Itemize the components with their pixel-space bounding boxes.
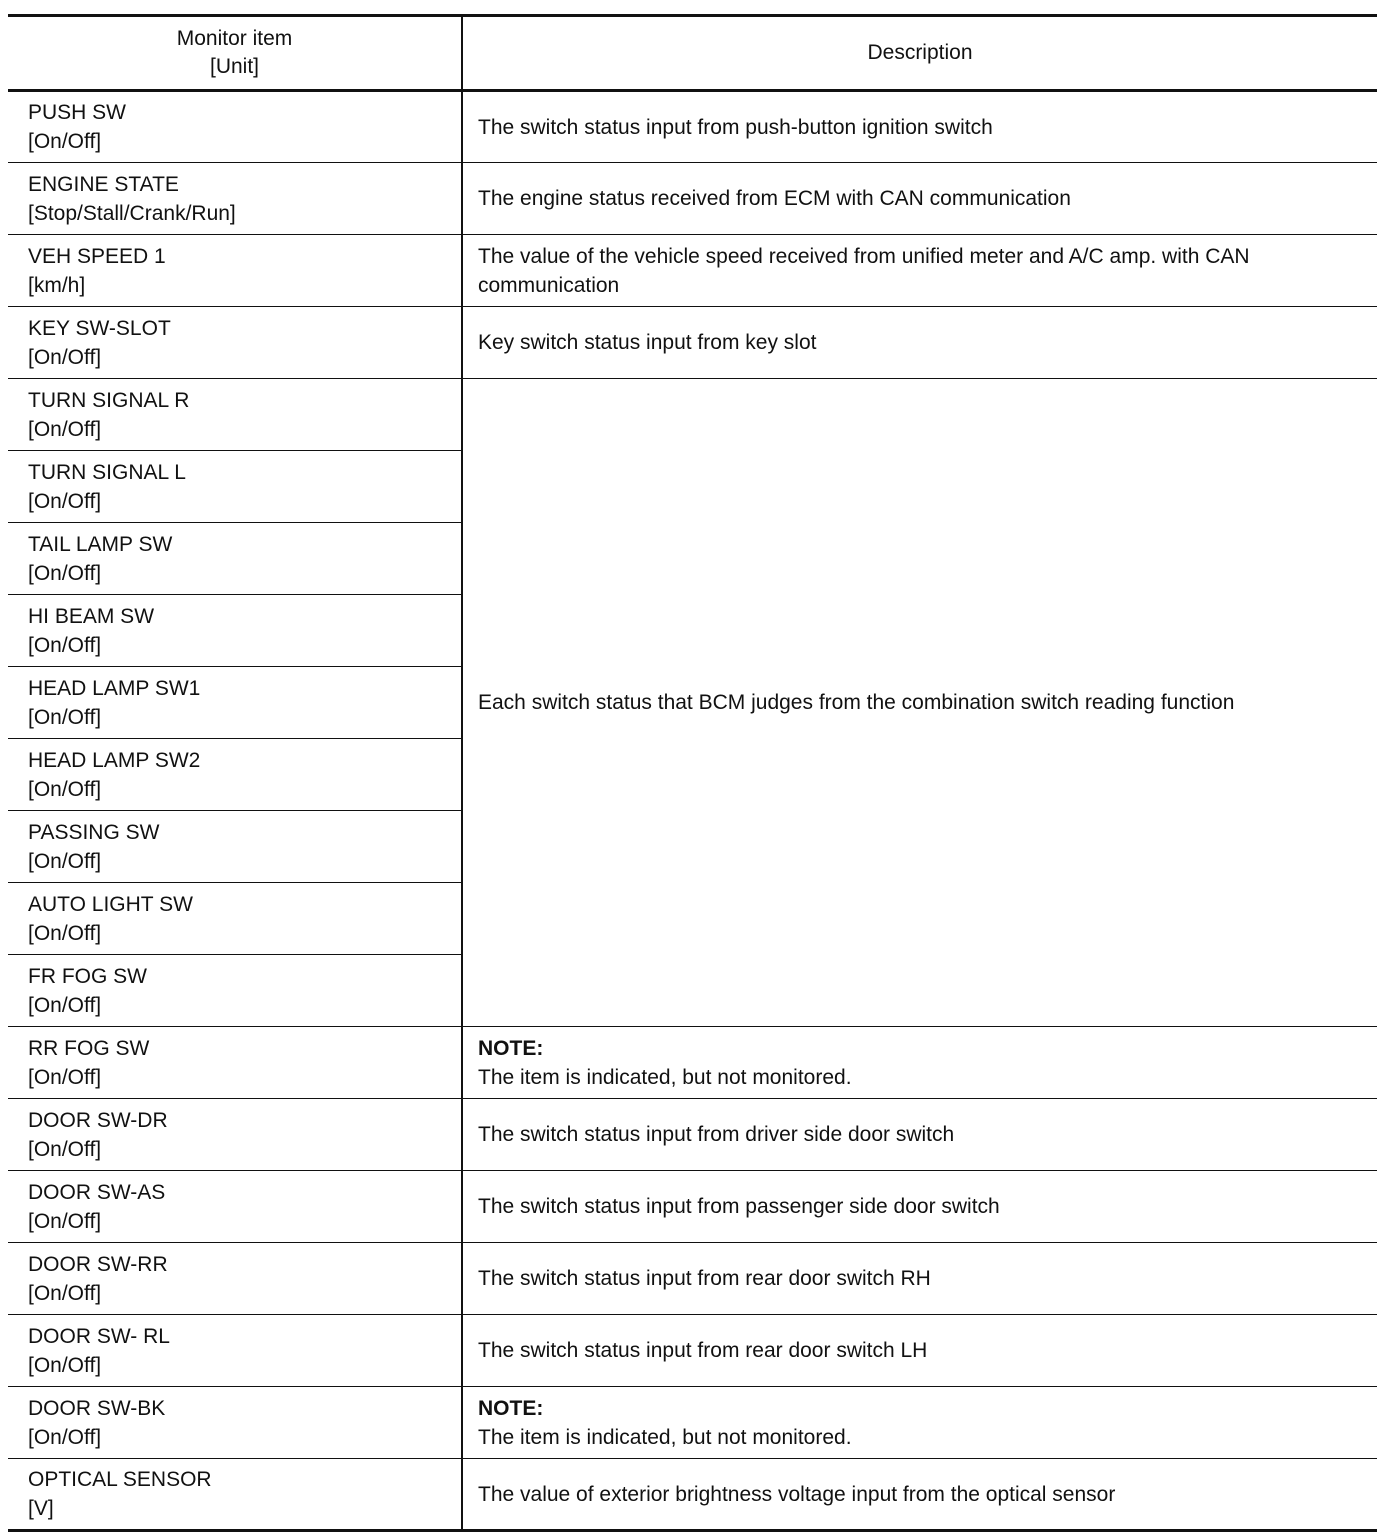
table-row (8, 1099, 1377, 1171)
monitor-item-cell (8, 1099, 462, 1171)
header-unit-label: [Unit] (209, 55, 259, 78)
item-unit: [On/Off] (28, 417, 102, 441)
description-cell (462, 1171, 1377, 1243)
description-text: Each switch status that BCM judges from the combination switch reading function (478, 691, 1235, 714)
description-cell (462, 1387, 1377, 1459)
item-unit: [On/Off] (28, 561, 102, 585)
item-name: AUTO LIGHT SW (28, 892, 193, 916)
monitor-item-cell (8, 667, 462, 739)
item-name: TURN SIGNAL R (28, 388, 190, 412)
monitor-item-cell (8, 379, 462, 451)
monitor-item-cell (8, 1315, 462, 1387)
item-name: VEH SPEED 1 (28, 244, 166, 268)
monitor-item-cell (8, 1387, 462, 1459)
monitor-item-cell (8, 451, 462, 523)
note-label: NOTE: (478, 1036, 544, 1060)
item-unit: [On/Off] (28, 993, 102, 1017)
monitor-item-cell (8, 1243, 462, 1315)
item-unit: [On/Off] (28, 1281, 102, 1305)
description-cell (462, 1099, 1377, 1171)
description-text: The switch status input from rear door switch RH (478, 1267, 931, 1290)
description-text: The switch status input from push-button ignition switch (478, 115, 993, 139)
table-row (8, 307, 1377, 379)
monitor-item-cell (8, 595, 462, 667)
item-unit: [On/Off] (28, 633, 102, 657)
item-name: DOOR SW-RR (28, 1252, 168, 1276)
description-cell (462, 91, 1377, 163)
table-row (8, 91, 1377, 163)
description-text: The item is indicated, but not monitored. (478, 1425, 852, 1449)
table-row (8, 379, 1377, 451)
item-unit: [On/Off] (28, 1137, 102, 1161)
item-name: TURN SIGNAL L (28, 460, 186, 484)
item-name: RR FOG SW (28, 1036, 150, 1060)
item-name: DOOR SW-AS (28, 1180, 166, 1204)
description-text: The item is indicated, but not monitored. (478, 1065, 852, 1089)
item-name: DOOR SW-BK (28, 1396, 166, 1420)
monitor-item-cell (8, 1171, 462, 1243)
column-header-monitor-item (8, 16, 462, 91)
monitor-item-cell (8, 883, 462, 955)
description-text: The value of the vehicle speed received from unified meter and A/C amp. with CAN communication (478, 244, 1250, 297)
item-unit: [On/Off] (28, 130, 102, 153)
monitor-item-cell (8, 163, 462, 235)
monitor-item-cell (8, 1459, 462, 1531)
monitor-item-cell (8, 523, 462, 595)
table-row (8, 1243, 1377, 1315)
item-unit: [On/Off] (28, 1425, 102, 1449)
monitor-item-cell (8, 91, 462, 163)
item-name: HI BEAM SW (28, 604, 155, 628)
table-row (8, 1171, 1377, 1243)
item-unit: [On/Off] (28, 777, 102, 801)
monitor-item-cell (8, 811, 462, 883)
table-row (8, 163, 1377, 235)
item-name: HEAD LAMP SW2 (28, 748, 201, 772)
description-text: The engine status received from ECM with CAN communication (478, 187, 1071, 210)
item-name: FR FOG SW (28, 964, 147, 988)
description-text: The switch status input from driver side door switch (478, 1123, 955, 1146)
description-text: The switch status input from rear door switch LH (478, 1339, 928, 1362)
table-row (8, 1027, 1377, 1099)
table-row (8, 1459, 1377, 1531)
item-unit: [On/Off] (28, 1065, 102, 1089)
monitor-item-cell (8, 307, 462, 379)
item-name: HEAD LAMP SW1 (28, 676, 201, 700)
description-cell (462, 1027, 1377, 1099)
description-cell (462, 307, 1377, 379)
monitor-item-cell (8, 235, 462, 307)
item-unit: [On/Off] (28, 705, 102, 729)
monitor-item-cell (8, 739, 462, 811)
description-cell-combination-switch (462, 379, 1377, 1027)
monitor-item-table (8, 14, 1377, 1532)
item-unit: [On/Off] (28, 921, 102, 945)
item-name: TAIL LAMP SW (28, 532, 173, 556)
item-name: OPTICAL SENSOR (28, 1468, 212, 1491)
description-cell (462, 1243, 1377, 1315)
monitor-item-cell (8, 955, 462, 1027)
item-unit: [On/Off] (28, 1209, 102, 1233)
table-row (8, 235, 1377, 307)
monitor-item-cell (8, 1027, 462, 1099)
description-text: The switch status input from passenger side door switch (478, 1195, 1000, 1218)
item-unit: [On/Off] (28, 1353, 102, 1377)
header-item-label: Monitor item (176, 27, 293, 50)
description-text: Key switch status input from key slot (478, 331, 817, 354)
description-cell (462, 1315, 1377, 1387)
description-cell (462, 235, 1377, 307)
column-header-description: Description (462, 16, 1377, 91)
item-name: ENGINE STATE (28, 172, 179, 196)
table-header-row (8, 16, 1377, 91)
item-unit: [V] (28, 1497, 54, 1520)
description-cell (462, 1459, 1377, 1531)
description-cell (462, 163, 1377, 235)
item-unit: [On/Off] (28, 345, 102, 369)
item-name: DOOR SW- RL (28, 1324, 170, 1348)
item-unit: [km/h] (28, 273, 86, 297)
item-name: KEY SW-SLOT (28, 316, 171, 340)
item-unit: [On/Off] (28, 849, 102, 873)
table-row (8, 1387, 1377, 1459)
item-unit: [On/Off] (28, 489, 102, 513)
item-unit: [Stop/Stall/Crank/Run] (28, 201, 236, 225)
item-name: PUSH SW (28, 101, 127, 124)
note-label: NOTE: (478, 1396, 544, 1420)
monitor-table-container (8, 14, 1377, 1532)
item-name: PASSING SW (28, 820, 160, 844)
description-text: The value of exterior brightness voltage input from the optical sensor (478, 1482, 1116, 1506)
item-name: DOOR SW-DR (28, 1108, 168, 1132)
table-row (8, 1315, 1377, 1387)
